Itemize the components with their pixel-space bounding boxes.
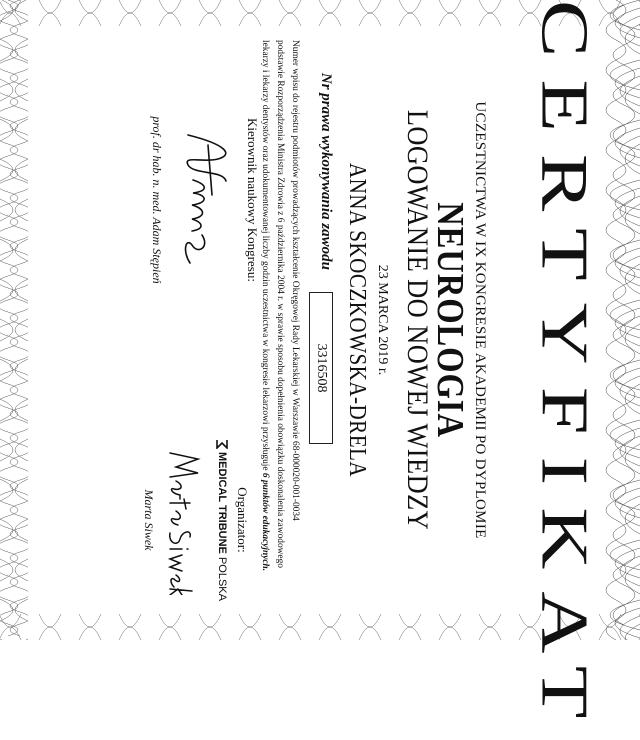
education-points: 6 punktów edukacyjnych. [259, 472, 270, 572]
participant-name: ANNA SKOCZKOWSKA-DRELA [344, 162, 370, 478]
event-name-line2: LOGOWANIE DO NOWEJ WIEDZY [401, 109, 434, 531]
scientific-head-role: Kierownik naukowy Kongresu: [245, 118, 260, 282]
notes-line1: Numer wpisu do rejestru podmiotów prowadzących kształcenie Okręgowej Rady Lekarskiej w Warszawie 68-000020-001-0034 [290, 40, 300, 521]
scientific-head-signature [168, 125, 238, 275]
organizer-name: Marta Siwek [141, 489, 156, 551]
medical-tribune-logo [216, 430, 228, 610]
event-date: 23 MARCA 2019 r. [375, 264, 390, 376]
scientific-head-name: prof. dr hab. n. med. Adam Stępień [150, 116, 164, 284]
notes-line3-start: lekarzy i lekarzy dentystów oraz udokumentowanej liczby godzin uczestnictwa w kongresie lekarzowi przysługuje [259, 40, 270, 471]
event-name-line1: NEUROLOGIA [429, 202, 471, 438]
certificate-title: CERTYFIKAT [527, 0, 603, 740]
logo-text-rest: POLSKA [216, 556, 228, 601]
license-number-label: Nr prawa wykonywania zawodu [318, 72, 334, 270]
license-number-box: 3316508 [309, 292, 333, 444]
accreditation-notes [256, 40, 302, 640]
organizer-signature [160, 445, 210, 595]
notes-line2: podstawie Rozporządzenia Ministra Zdrowia z 6 października 2004 r. w sprawie sposobu dopełnienia obowiązku doskonalenia zawodowego [274, 40, 285, 568]
medical-tribune-logo-icon [216, 439, 228, 449]
organizer-role: Organizator: [235, 487, 250, 553]
scientific-head-block [149, 90, 260, 310]
certificate-subtitle: UCZESTNICTWA W IX KONGRESIE AKADEMII PO DYPLOMIE [472, 101, 488, 539]
logo-text-bold: MEDICAL TRIBUNE [216, 452, 228, 554]
organizer-block [141, 430, 250, 610]
